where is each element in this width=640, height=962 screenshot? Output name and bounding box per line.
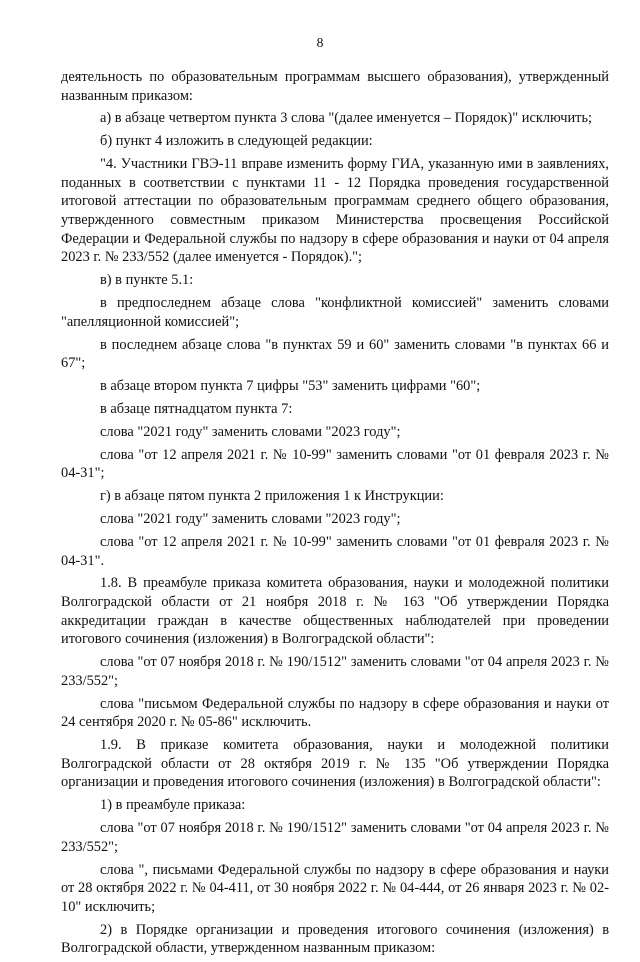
paragraph-p10: слова "2021 году" заменить словами "2023 году"; — [100, 423, 401, 440]
paragraph-p9: в абзаце пятнадцатом пункта 7: — [100, 400, 293, 417]
paragraph-p1: деятельность по образовательным программам высшего образования), утвержденный названным приказом: — [61, 69, 609, 104]
document-body — [61, 68, 609, 962]
page-number: 8 — [316, 35, 324, 50]
paragraph-p18: 1.9. В приказе комитета образования, науки и молодежной политики Волгоградской области от 28 октября 2019 г. № 135 "Об утверждении Порядка организации и проведения итогового сочинения (изложения) в Волгоградской области": — [61, 737, 609, 791]
paragraph-p20: слова "от 07 ноября 2018 г. № 190/1512" заменить словами "от 04 апреля 2023 г. № 233/552"; — [61, 820, 609, 855]
paragraph-p21: слова ", письмами Федеральной службы по надзору в сфере образования и науки от 28 октября 2022 г. № 04-411, от 30 ноября 2022 г. № 04-444, от 26 января 2023 г. № 02-10" исключить; — [61, 861, 609, 915]
paragraph-p13: слова "2021 году" заменить словами "2023 году"; — [100, 511, 401, 528]
paragraph-p3: б) пункт 4 изложить в следующей редакции: — [100, 133, 373, 150]
paragraph-p5: в) в пункте 5.1: — [100, 272, 194, 289]
paragraph-p16: слова "от 07 ноября 2018 г. № 190/1512" заменить словами "от 04 апреля 2023 г. № 233/552"; — [61, 654, 609, 689]
paragraph-p14: слова "от 12 апреля 2021 г. № 10-99" заменить словами "от 01 февраля 2023 г. № 04-31". — [61, 533, 609, 569]
paragraph-p15: 1.8. В преамбуле приказа комитета образования, науки и молодежной политики Волгоградской области от 21 ноября 2018 г. № 163 "Об утверждении Порядка аккредитации граждан в качестве общественных наблюдателей при проведении итогового сочинения (изложения) в Волгоградской области": — [61, 575, 609, 648]
paragraph-p7: в последнем абзаце слова "в пунктах 59 и 60" заменить словами "в пунктах 66 и 67"; — [61, 336, 609, 372]
paragraph-p22: 2) в Порядке организации и проведения итогового сочинения (изложения) в Волгоградской области, утвержденном названным приказом: — [61, 921, 609, 957]
paragraph-p11: слова "от 12 апреля 2021 г. № 10-99" заменить словами "от 01 февраля 2023 г. № 04-31"; — [61, 446, 609, 482]
paragraph-p8: в абзаце втором пункта 7 цифры "53" заменить цифрами "60"; — [100, 377, 481, 394]
paragraph-p4: "4. Участники ГВЭ-11 вправе изменить форму ГИА, указанную ими в заявлениях, поданных в соответствии с пунктами 11 - 12 Порядка проведения государственной итоговой аттестации по образовательным программам среднего общего образования, утвержденного совместным приказом Министерства просвещения Российской Федерации и Федеральной службы по надзору в сфере образования и науки от 04 апреля 2023 г. № 233/552 (далее именуется - Порядок)."; — [61, 156, 609, 266]
paragraph-p2: а) в абзаце четвертом пункта 3 слова "(далее именуется – Порядок)" исключить; — [100, 110, 593, 127]
paragraph-p6: в предпоследнем абзаце слова "конфликтной комиссией" заменить словами "апелляционной комиссией"; — [61, 295, 609, 330]
paragraph-p19: 1) в преамбуле приказа: — [100, 797, 246, 814]
paragraph-p17: слова "письмом Федеральной службы по надзору в сфере образования и науки от 24 сентября 2020 г. № 05-86" исключить. — [61, 695, 609, 731]
paragraph-p12: г) в абзаце пятом пункта 2 приложения 1 к Инструкции: — [100, 488, 444, 505]
